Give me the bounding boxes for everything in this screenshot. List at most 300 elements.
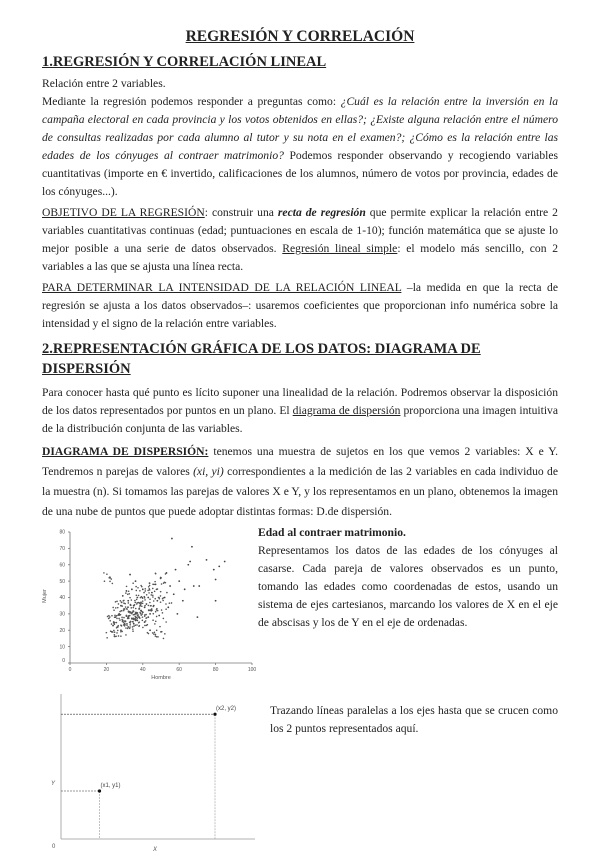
data-point <box>152 606 154 608</box>
data-point <box>120 635 122 637</box>
y-tick-label: 0 <box>62 658 65 664</box>
coordinate-diagram <box>45 688 263 858</box>
data-point <box>150 605 152 607</box>
data-point <box>143 592 145 594</box>
data-point <box>138 616 140 618</box>
data-point <box>155 635 157 637</box>
data-point <box>149 582 151 584</box>
data-point <box>152 613 154 615</box>
data-point <box>147 616 149 618</box>
data-point <box>109 616 111 618</box>
point-marker <box>98 789 101 792</box>
data-point <box>144 615 146 617</box>
data-point <box>127 594 129 596</box>
data-point <box>128 602 130 604</box>
data-point <box>108 617 110 619</box>
data-point <box>134 600 136 602</box>
data-point <box>113 623 115 625</box>
data-point <box>129 624 131 626</box>
data-point <box>132 607 134 609</box>
data-point <box>144 599 146 601</box>
data-point <box>117 630 119 632</box>
data-point <box>131 599 133 601</box>
data-point <box>134 616 136 618</box>
data-point <box>135 608 137 610</box>
data-point <box>127 600 129 602</box>
data-point <box>136 624 138 626</box>
data-point <box>147 624 149 626</box>
data-point <box>126 615 128 617</box>
caption-title: Edad al contraer matrimonio. <box>258 526 406 539</box>
x-axis-label: X <box>153 847 158 853</box>
coordinate-row <box>42 688 558 858</box>
y-tick-label: 20 <box>59 627 65 634</box>
data-point <box>109 620 111 622</box>
data-point <box>104 580 106 582</box>
data-point <box>151 610 153 612</box>
data-point <box>152 596 154 598</box>
y-tick-label: 50 <box>59 578 65 585</box>
data-point <box>152 632 154 634</box>
data-point <box>148 588 150 590</box>
data-point <box>127 606 129 608</box>
dispersion-intro-paragraph: Para conocer hasta qué punto es lícito suponer una linealidad de la relación. Podremos observar la disposición de los datos representados por puntos en un plano. El diagrama de dispersión proporciona una imagen intuitiva de la distribución conjunta de las variables. <box>42 386 559 435</box>
data-point <box>111 615 113 617</box>
data-point <box>152 594 154 596</box>
data-point <box>155 573 157 575</box>
data-point <box>133 625 135 627</box>
data-point <box>116 622 118 624</box>
data-point <box>149 585 151 587</box>
data-point <box>148 609 150 611</box>
data-point <box>127 628 129 630</box>
x-tick-label: 80 <box>212 667 219 673</box>
data-point <box>131 588 133 590</box>
data-point <box>178 580 180 582</box>
data-point <box>116 618 118 620</box>
data-point <box>140 603 142 605</box>
data-point <box>106 637 108 639</box>
data-point <box>142 588 144 590</box>
data-point <box>161 583 163 585</box>
data-point <box>106 573 108 575</box>
data-point <box>121 625 123 627</box>
data-point <box>132 610 134 612</box>
data-point <box>166 592 168 594</box>
data-point <box>128 593 130 595</box>
data-point <box>130 607 132 609</box>
pair-formula: (xi, yi) <box>193 465 224 478</box>
data-point <box>165 621 167 623</box>
data-point <box>213 569 215 571</box>
data-point <box>139 607 141 609</box>
data-point <box>126 608 128 610</box>
data-point <box>156 630 158 632</box>
data-point <box>189 561 191 563</box>
regression-paragraph: Mediante la regresión podemos responder a preguntas como: ¿Cuál es la relación entre la inversión en la campaña electoral en cada provincia y los votos obtenidos en ellas?; ¿Existe alguna relación entre el número de consultas realizadas por cada alumno al tutor y su nota en el examen?; ¿Cómo es la relación entre las edades de los cónyuges al contraer matrimonio? Podemos responder observando y recogiendo variables cuantitativas (importe en € invertido, calificaciones de los alumnos, número de votos por provincia, edades de los cónyuges...). <box>42 95 558 198</box>
x-tick-label: 0 <box>68 667 72 673</box>
point-label: (x1, y1) <box>100 783 121 789</box>
data-point <box>115 607 117 609</box>
y-axis-label: Mujer <box>42 589 48 603</box>
data-point <box>123 600 125 602</box>
data-point <box>125 606 127 608</box>
data-point <box>162 600 164 602</box>
data-point <box>150 594 152 596</box>
data-point <box>114 634 116 636</box>
data-point <box>173 593 175 595</box>
data-point <box>121 601 123 603</box>
page-title: REGRESIÓN Y CORRELACIÓN <box>185 28 415 45</box>
data-point <box>171 538 173 540</box>
data-point <box>159 626 161 628</box>
data-point <box>142 600 144 602</box>
data-point <box>134 614 136 616</box>
data-point <box>135 590 137 592</box>
data-point <box>139 617 141 619</box>
data-point <box>129 611 131 613</box>
data-point <box>135 586 137 588</box>
data-point <box>128 590 130 592</box>
data-point <box>149 598 151 600</box>
data-point <box>103 572 105 574</box>
x-tick-label: 40 <box>140 667 146 673</box>
data-point <box>153 600 155 602</box>
data-point <box>130 604 132 606</box>
data-point <box>206 559 208 561</box>
data-point <box>106 632 108 634</box>
data-point <box>142 616 144 618</box>
data-point <box>184 588 186 590</box>
data-point <box>129 574 131 576</box>
data-point <box>140 613 142 615</box>
point-label: (x2, y2) <box>216 706 237 713</box>
data-point <box>146 603 148 605</box>
data-point <box>154 623 156 625</box>
data-point <box>152 588 154 590</box>
data-point <box>146 594 148 596</box>
data-point <box>157 610 159 612</box>
data-point <box>187 564 189 566</box>
data-point <box>140 610 142 612</box>
data-point <box>162 598 164 600</box>
data-point <box>153 584 155 586</box>
data-point <box>114 614 116 616</box>
data-point <box>110 630 112 632</box>
data-point <box>127 616 129 618</box>
data-point <box>136 594 138 596</box>
data-point <box>116 615 118 617</box>
data-point <box>147 632 149 634</box>
data-point <box>132 621 134 623</box>
data-point <box>135 580 137 582</box>
data-point <box>158 615 160 617</box>
data-point <box>153 633 155 635</box>
data-point <box>112 625 114 627</box>
data-point <box>139 590 141 592</box>
data-point <box>145 620 147 622</box>
data-point <box>125 634 127 636</box>
origin-label: 0 <box>52 844 56 850</box>
data-point <box>132 630 134 632</box>
data-point <box>160 601 162 603</box>
data-point <box>116 632 118 634</box>
data-point <box>160 577 162 579</box>
data-point <box>155 634 157 636</box>
data-point <box>138 625 140 627</box>
data-point <box>140 585 142 587</box>
section1-body <box>42 75 558 333</box>
x-tick-label: 60 <box>176 667 182 673</box>
example-questions: ¿Cuál es la relación entre la inversión en la campaña electoral en cada provincia y los votos obtenidos en ellas?; ¿Existe alguna relación entre el número de consultas realizadas por cada alumno al tutor y su nota en el examen?; ¿Cómo es la relación entre las edades de los cónyuges al contraer matrimonio? <box>42 95 558 162</box>
data-point <box>149 602 151 604</box>
data-point <box>154 591 156 593</box>
document-page <box>42 27 558 858</box>
data-point <box>138 595 140 597</box>
data-point <box>154 598 156 600</box>
dispersion-label: DIAGRAMA DE DISPERSIÓN: <box>42 445 209 458</box>
data-point <box>145 617 147 619</box>
data-point <box>139 602 141 604</box>
data-point <box>115 601 117 603</box>
data-point <box>165 573 167 575</box>
data-point <box>129 597 131 599</box>
data-point <box>118 614 120 616</box>
data-point <box>215 579 217 581</box>
section1-heading: 1.REGRESIÓN Y CORRELACIÓN LINEAL <box>42 54 327 70</box>
data-point <box>123 608 125 610</box>
data-point <box>147 590 149 592</box>
data-point <box>132 628 134 630</box>
data-point <box>154 581 156 583</box>
data-point <box>121 605 123 607</box>
data-point <box>154 632 156 634</box>
data-point <box>164 633 166 635</box>
data-point <box>112 583 114 585</box>
data-point <box>193 585 195 587</box>
data-point <box>118 635 120 637</box>
data-point <box>157 636 159 638</box>
data-point <box>176 613 178 615</box>
data-point <box>125 621 127 623</box>
data-point <box>163 638 165 640</box>
data-point <box>111 623 113 625</box>
data-point <box>113 630 115 632</box>
data-point <box>144 605 146 607</box>
data-point <box>148 605 150 607</box>
data-point <box>142 603 144 605</box>
data-point <box>136 597 138 599</box>
data-point <box>149 609 151 611</box>
data-point <box>144 625 146 627</box>
intro-line: Relación entre 2 variables. <box>42 77 166 90</box>
data-point <box>138 622 140 624</box>
data-point <box>155 611 157 613</box>
data-point <box>142 620 144 622</box>
data-point <box>122 621 124 623</box>
x-tick-label: 100 <box>247 667 256 673</box>
data-point <box>135 619 137 621</box>
x-tick-label: 20 <box>103 667 110 673</box>
data-point <box>149 629 151 631</box>
data-point <box>169 585 171 587</box>
x-axis-label: Hombre <box>151 675 171 681</box>
data-point <box>171 602 173 604</box>
objective-label: OBJETIVO DE LA REGRESIÓN <box>42 206 205 219</box>
data-point <box>121 619 123 621</box>
data-point <box>125 627 127 629</box>
data-point <box>141 596 143 598</box>
data-point <box>133 617 135 619</box>
data-point <box>148 586 150 588</box>
data-point <box>169 602 171 604</box>
intensity-paragraph: PARA DETERMINAR LA INTENSIDAD DE LA RELACIÓN LINEAL –la medida en que la recta de regresión se ajusta a los datos observados–: usaremos coeficientes que proporcionan info numérica sobre la intensidad y el signo de la relación entre variables. <box>42 281 558 330</box>
data-point <box>126 586 128 588</box>
data-point <box>139 605 141 607</box>
data-point <box>132 582 134 584</box>
data-point <box>161 609 163 611</box>
data-point <box>114 636 116 638</box>
data-point <box>130 622 132 624</box>
data-point <box>118 603 120 605</box>
data-point <box>144 588 146 590</box>
regression-line-term: recta de regresión <box>277 206 366 219</box>
data-point <box>144 590 146 592</box>
data-point <box>117 626 119 628</box>
data-point <box>132 626 134 628</box>
data-point <box>120 614 122 616</box>
data-point <box>129 612 131 614</box>
data-point <box>151 592 153 594</box>
data-point <box>152 619 154 621</box>
y-tick-label: 30 <box>59 611 65 618</box>
data-point <box>149 613 151 615</box>
data-point <box>111 578 113 580</box>
data-point <box>147 597 149 599</box>
data-point <box>119 619 121 621</box>
scatter-row <box>42 524 558 682</box>
data-point <box>163 618 165 620</box>
data-point <box>164 582 166 584</box>
marriage-age-scatter-chart <box>40 524 256 682</box>
data-point <box>113 609 115 611</box>
y-tick-label: 70 <box>59 546 65 553</box>
data-point <box>118 618 120 620</box>
data-point <box>128 615 130 617</box>
dispersion-diagram-term: diagrama de dispersión <box>292 404 401 417</box>
data-point <box>215 600 217 602</box>
caption-text: Representamos los datos de las edades de los cónyuges al casarse. Cada pareja de valores observados es un punto, tomando las edades como coordenadas de estos, usando un sistema de ejes cartesianos, marcando los valores de X en el eje de abscisas y los de Y en el eje de ordenadas. <box>258 544 558 629</box>
y-tick-label: 80 <box>59 529 65 536</box>
data-point <box>155 621 157 623</box>
data-point <box>121 616 123 618</box>
data-point <box>136 603 138 605</box>
data-point <box>124 603 126 605</box>
section2-body <box>42 384 558 522</box>
data-point <box>123 617 125 619</box>
simple-linear-regression-term: Regresión lineal simple <box>282 242 398 255</box>
data-point <box>129 626 131 628</box>
data-point <box>109 581 111 583</box>
data-point <box>135 611 137 613</box>
data-point <box>112 607 114 609</box>
data-point <box>162 612 164 614</box>
data-point <box>119 611 121 613</box>
data-point <box>123 610 125 612</box>
data-point <box>137 587 139 589</box>
data-point <box>120 600 122 602</box>
data-point <box>160 595 162 597</box>
data-point <box>144 606 146 608</box>
data-point <box>148 592 150 594</box>
data-point <box>156 600 158 602</box>
data-point <box>124 623 126 625</box>
y-tick-label: 40 <box>59 595 65 602</box>
data-point <box>175 569 177 571</box>
data-point <box>144 597 146 599</box>
data-point <box>167 606 169 608</box>
data-point <box>198 585 200 587</box>
data-point <box>157 588 159 590</box>
data-point <box>135 624 137 626</box>
data-point <box>114 631 116 633</box>
data-point <box>108 577 110 579</box>
data-point <box>112 631 114 633</box>
data-point <box>126 590 128 592</box>
objective-paragraph: OBJETIVO DE LA REGRESIÓN: construir una recta de regresión que permite explicar la relación entre 2 variables cuantitativas continuas (edad; puntuaciones en escala de 1-10); función matemática que se ajuste lo mejor posible a una serie de datos observados. Regresión lineal simple: el modelo más sencillo, con 2 variables a las que se ajusta una línea recta. <box>42 206 558 273</box>
data-point <box>125 592 127 594</box>
data-point <box>122 595 124 597</box>
data-point <box>126 623 128 625</box>
data-point <box>136 599 138 601</box>
data-point <box>117 607 119 609</box>
data-point <box>141 614 143 616</box>
data-point <box>160 591 162 593</box>
point-marker <box>213 713 216 716</box>
data-point <box>136 617 138 619</box>
chart-caption <box>258 524 558 632</box>
data-point <box>182 600 184 602</box>
data-point <box>191 546 193 548</box>
data-point <box>133 605 135 607</box>
data-point <box>218 565 220 567</box>
intensity-label: PARA DETERMINAR LA INTENSIDAD DE LA RELACIÓN LINEAL <box>42 281 402 294</box>
data-point <box>197 616 199 618</box>
data-point <box>133 623 135 625</box>
data-point <box>165 608 167 610</box>
data-point <box>142 627 144 629</box>
diagram-explanation: Trazando líneas paralelas a los ejes hasta que se crucen como los 2 puntos representados aquí. <box>270 704 558 735</box>
data-point <box>121 631 123 633</box>
data-point <box>134 602 136 604</box>
data-point <box>151 608 153 610</box>
data-point <box>126 624 128 626</box>
dispersion-definition-paragraph: DIAGRAMA DE DISPERSIÓN: tenemos una muestra de sujetos en los que vemos 2 variables: X e Y. Tendremos n parejas de valores (xi, yi) correspondientes a la medición de las 2 variables en cada individuo de la muestra (n). Si tomamos las parejas de valores X e Y, y los representamos en un plano, obtenemos la imagen de una nube de puntos que puede adoptar distintas formas: D.de dispersión. <box>42 445 558 518</box>
data-point <box>161 631 163 633</box>
data-point <box>116 601 118 603</box>
y-axis-label: Y <box>51 781 56 787</box>
data-point <box>156 616 158 618</box>
data-point <box>158 597 160 599</box>
data-point <box>115 616 117 618</box>
data-point <box>137 615 139 617</box>
data-point <box>224 561 226 563</box>
data-point <box>165 603 167 605</box>
section2-heading: 2.REPRESENTACIÓN GRÁFICA DE LOS DATOS: DIAGRAMA DE DISPERSIÓN <box>42 341 481 377</box>
data-point <box>107 616 109 618</box>
y-tick-label: 60 <box>59 562 65 569</box>
y-tick-label: 10 <box>59 644 65 651</box>
